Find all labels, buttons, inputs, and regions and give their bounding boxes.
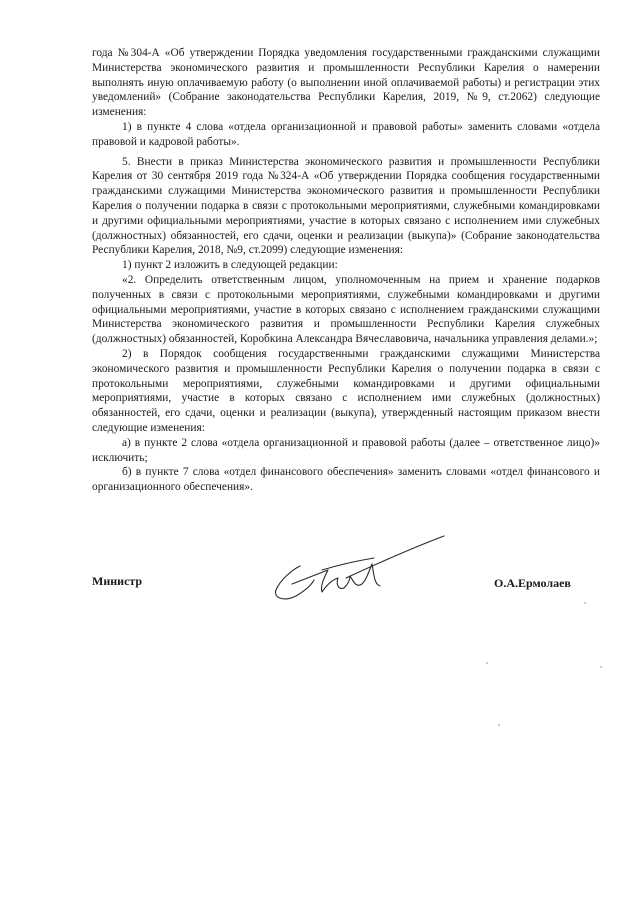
signer-title: Министр (92, 574, 143, 588)
handwritten-signature (262, 534, 452, 614)
paragraph-section-5: 5. Внести в приказ Министерства экономического развития и промышленности Республики Карелия от 30 сентября 2019 года №324-А «Об утверждении Порядка сообщения государственными гражданскими служащими Министерства экономического развития и промышленности Республики Карелия о получении подарка в связи с протокольными мероприятиями, служебными командировками и другими официальными мероприятиями, участие в которых связано с исполнением ими служебных (должностных) обязанностей, его сдачи, оценки и реализации (выкупа)» (Собрание законодательства Республики Карелия, 2018, №9, ст.2099) следующие изменения: (92, 155, 600, 257)
scan-speck (498, 724, 500, 726)
scan-speck (584, 602, 586, 604)
paragraph-item-2-edit: 1) пункт 2 изложить в следующей редакции: (122, 259, 338, 272)
scan-speck (600, 666, 602, 668)
paragraph-order-304: года №304-А «Об утверждении Порядка уведомления государственными гражданскими служащими Министерства экономического развития и промышленности Республики Карелия о намерении выполнять иную оплачиваемую работу (о выполнении иной оплачиваемой работы) и регистрации этих уведомлений» (Собрание законодательства Республики Карелия, 2019, №9, ст.2062) следующие изменения: (92, 47, 600, 119)
paragraph-sub-b: б) в пункте 7 слова «отдел финансового обеспечения» заменить словами «отдел финансового и организационного обеспечения». (92, 466, 600, 494)
paragraph-new-item-2: «2. Определить ответственным лицом, уполномоченным на прием и хранение подарков полученных в связи с протокольными мероприятиями, служебными командировками и другими официальными мероприятиями, участие в которых связано с исполнением гражданскими служащими Министерства экономического развития и промышленности Республики Карелия служебных (должностных) обязанностей, Коробкина Александра Вячеславовича, начальника управления делами.»; (92, 273, 600, 346)
scan-speck (486, 662, 488, 664)
document-body (92, 46, 600, 495)
paragraph-sub-a: а) в пункте 2 слова «отдела организационной и правовой работы (далее – ответственное лицо)» исключить; (92, 436, 600, 464)
paragraph-procedure-changes: 2) в Порядок сообщения государственными гражданскими служащими Министерства экономического развития и промышленности Республики Карелия о получении подарка в связи с протокольными мероприятиями, служебными командировками и другими официальными мероприятиями, участие в которых связано с исполнением ими служебных (должностных) обязанностей, его сдачи, оценки и реализации (выкупа), утвержденный настоящим приказом внести следующие изменения: (92, 347, 600, 434)
signer-name: О.А.Ермолаев (494, 576, 571, 590)
paragraph-item-4-change: 1) в пункте 4 слова «отдела организационной и правовой работы» заменить словами «отдела правовой и кадровой работы». (92, 120, 600, 148)
